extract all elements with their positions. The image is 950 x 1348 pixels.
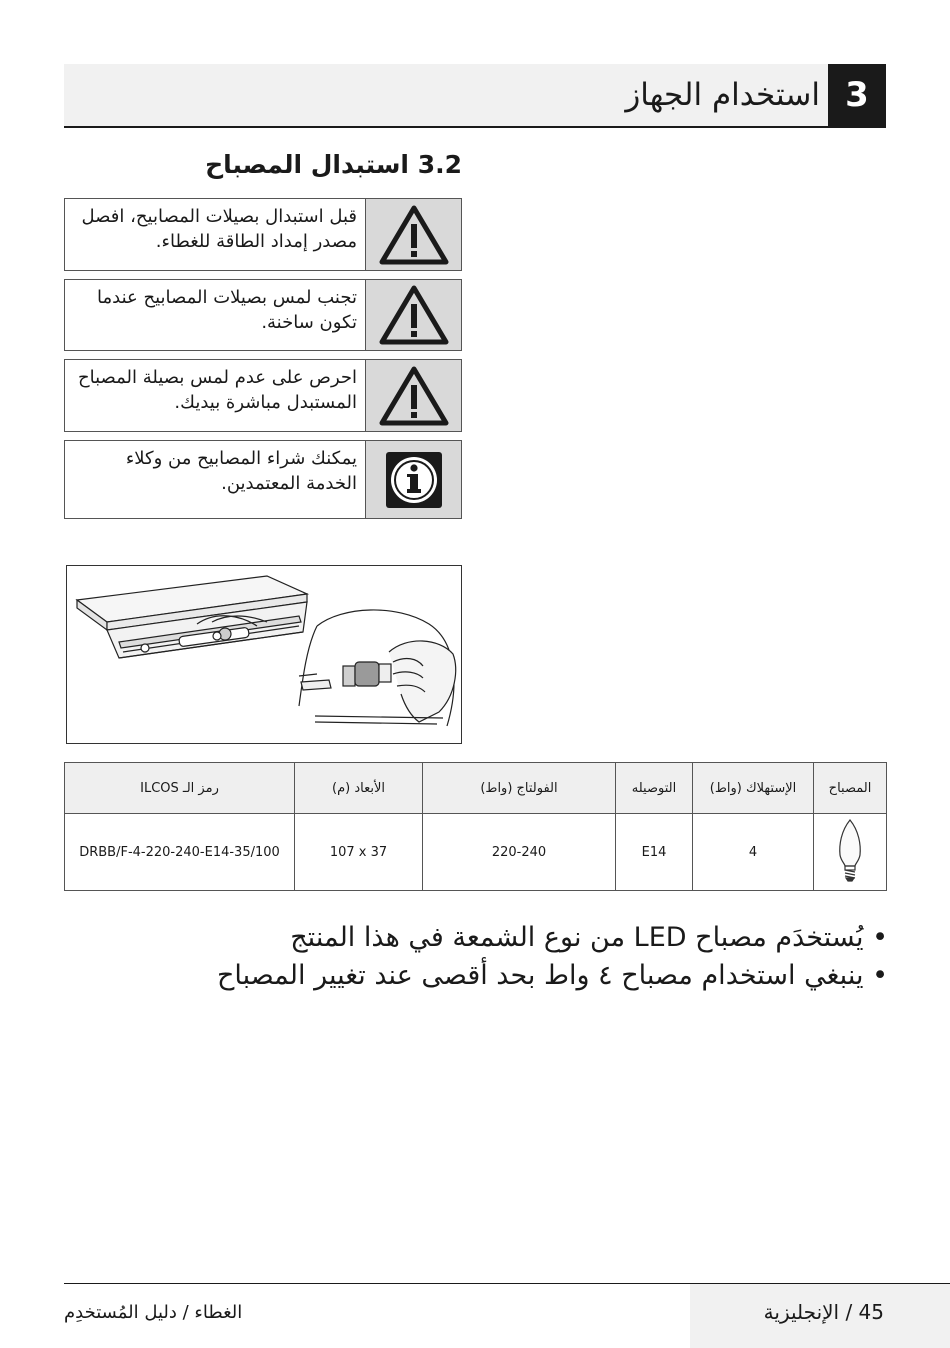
bullet-text: ينبغي استخدام مصباح ٤ واط بحد أقصى عند تغيير المصباح — [216, 960, 864, 991]
notice-line: يمكنك شراء المصابيح من وكلاء — [125, 448, 357, 469]
bullet-led-candle — [290, 922, 888, 953]
notice-line: الخدمة المعتمدين. — [221, 473, 357, 494]
warning-notice-1 — [64, 198, 462, 271]
footer-document-title: الغطاء / دليل المُستخدِم — [64, 1302, 243, 1323]
warning-icon — [378, 284, 450, 346]
notice-line: المستبدل مباشرة بيديك. — [174, 392, 357, 413]
hood-illustration — [67, 566, 461, 743]
table-row — [65, 814, 887, 891]
warning-notice-2 — [64, 279, 462, 351]
warning-icon — [378, 365, 450, 427]
footer-page-number: 45 / الإنجليزية — [763, 1300, 884, 1324]
notice-line: مصدر إمداد الطاقة للغطاء. — [155, 231, 357, 252]
cell-bulb-image — [814, 814, 887, 891]
warning-icon — [378, 204, 450, 266]
notice-line: قبل استبدال بصيلات المصابيح، افصل — [81, 206, 357, 227]
candle-bulb-icon — [835, 817, 865, 883]
header-ilcos-code: رمز الـ ILCOS — [65, 763, 295, 814]
header-dimensions: الأبعاد (م) — [295, 763, 423, 814]
table-header-row — [65, 763, 887, 814]
header-bulb: المصباح — [814, 763, 887, 814]
cell-dimensions: 107 x 37 — [295, 814, 423, 891]
section-title: 3.2 استبدال المصباح — [205, 150, 462, 179]
cell-voltage: 220-240 — [423, 814, 616, 891]
notice-line: تجنب لمس بصيلات المصابيح عندما — [97, 287, 357, 308]
info-icon — [385, 451, 443, 509]
bulb-replacement-illustration — [66, 565, 462, 744]
spec-table — [64, 762, 887, 891]
cell-socket: E14 — [616, 814, 693, 891]
cell-consumption: 4 — [693, 814, 814, 891]
cell-ilcos-code: DRBB/F-4-220-240-E14-35/100 — [65, 814, 295, 891]
header-socket: التوصيله — [616, 763, 693, 814]
bulb-specification-table — [64, 762, 886, 890]
bullet-dot: • — [863, 960, 888, 991]
header-consumption: الإستهلاك (واط) — [693, 763, 814, 814]
notice-line: تكون ساخنة. — [261, 312, 357, 333]
bullet-max-wattage — [217, 960, 888, 991]
warning-notice-3 — [64, 359, 462, 432]
chapter-header — [64, 64, 886, 128]
chapter-title: استخدام الجهاز — [625, 77, 820, 113]
notice-line: احرص على عدم لمس بصيلة المصباح — [78, 367, 357, 388]
header-voltage: الفولتاج (واط) — [423, 763, 616, 814]
chapter-number: 3 — [828, 64, 886, 126]
info-notice — [64, 440, 462, 519]
bullet-text: يُستخدَم مصباح LED من نوع الشمعة في هذا المنتج — [290, 922, 864, 953]
bullet-dot: • — [863, 922, 888, 953]
